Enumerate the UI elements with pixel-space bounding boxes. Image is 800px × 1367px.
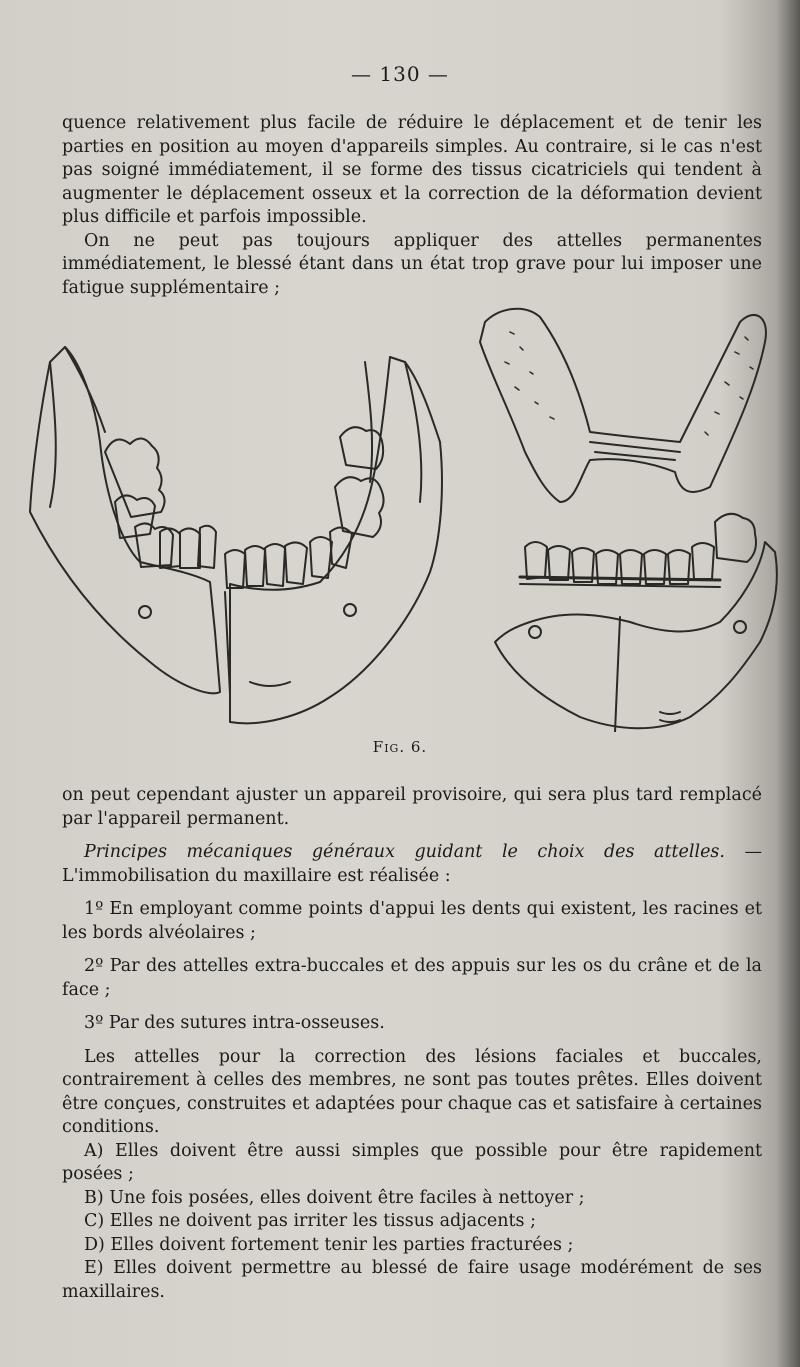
- attelles-paragraph: Les attelles pour la correction des lésions faciales et buccales, contrairement à celles des membres, ne sont pas toutes prêtes. Elles doivent être conçues, construites et adaptées pour chaque cas et satisfaire à certaines conditions.: [62, 1046, 762, 1137]
- principles-text: — L'immobilisation du maxillaire est réalisée :: [62, 842, 762, 886]
- paragraph-after-figure: on peut cependant ajuster un appareil provisoire, qui sera plus tard remplacé par l'appareil permanent.: [62, 785, 762, 829]
- point-3: 3º Par des sutures intra-osseuses.: [84, 1013, 385, 1033]
- figure-caption: Fig. 6.: [372, 738, 428, 756]
- right-upper-mandible-drawing: [480, 309, 766, 502]
- condition-c: C) Elles ne doivent pas irriter les tissus adjacents ;: [84, 1211, 537, 1231]
- condition-a: A) Elles doivent être aussi simples que possible pour être rapidement posées ;: [62, 1140, 762, 1184]
- right-lower-mandible-drawing: [495, 514, 777, 732]
- condition-b: B) Une fois posées, elles doivent être faciles à nettoyer ;: [84, 1187, 585, 1208]
- top-text-block: [62, 112, 762, 300]
- page-number: — 130 —: [351, 62, 449, 86]
- left-mandible-drawing: [30, 347, 230, 694]
- principles-heading: Principes mécaniques généraux guidant le choix des attelles.: [84, 842, 725, 862]
- paragraph-2: On ne peut pas toujours appliquer des attelles permanentes immédiatement, le blessé étant dans un état trop grave pour lui imposer une fatigue supplémentaire ;: [62, 230, 762, 298]
- point-1: 1º En employant comme points d'appui les dents qui existent, les racines et les bords alvéolaires ;: [62, 899, 762, 943]
- paragraph-1: quence relativement plus facile de réduire le déplacement et de tenir les parties en position au moyen d'appareils simples. Au contraire, si le cas n'est pas soigné immédiatement, il se forme des tissus cicatriciels qui tendent à augmenter le déplacement osseux et la correction de la déformation devient plus difficile et parfois impossible.: [62, 113, 762, 227]
- bottom-text-block: [62, 784, 762, 1304]
- condition-e: E) Elles doivent permettre au blessé de faire usage modérément de ses maxillaires.: [62, 1258, 762, 1302]
- principles-paragraph: [62, 841, 762, 888]
- figure-mandibles: [20, 292, 780, 732]
- point-2: 2º Par des attelles extra-buccales et des appuis sur les os du crâne et de la face ;: [62, 956, 762, 1000]
- condition-d: D) Elles doivent fortement tenir les parties fracturées ;: [84, 1234, 574, 1255]
